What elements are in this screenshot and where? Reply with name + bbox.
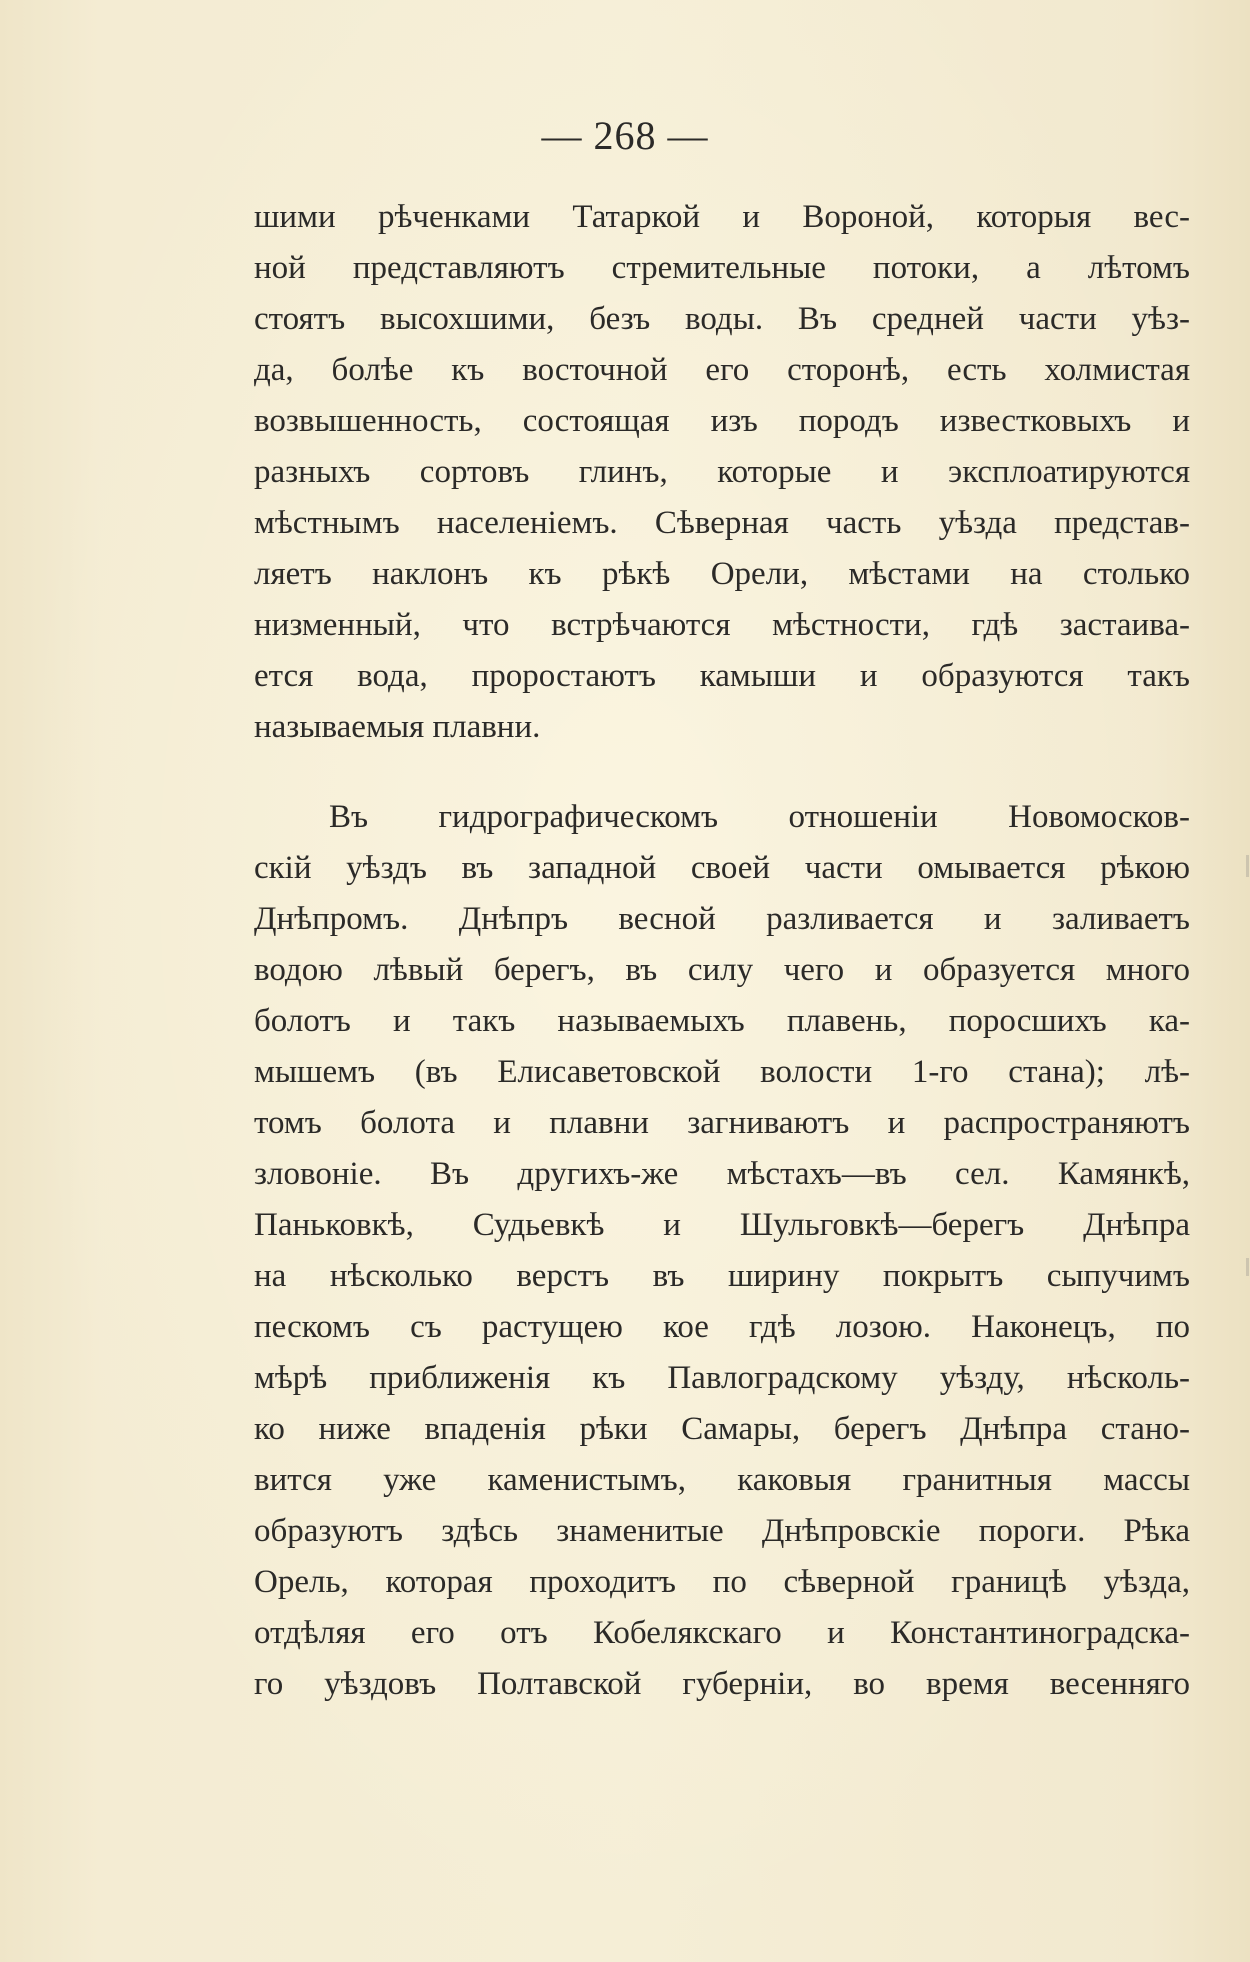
text-line: ляетъ наклонъ къ рѣкѣ Орели, мѣстами на столько xyxy=(254,556,1190,592)
text-line: возвышенность, состоящая изъ породъ известковыхъ и xyxy=(254,403,1190,439)
text-line: Днѣпромъ. Днѣпръ весной разливается и заливаетъ xyxy=(254,901,1190,937)
text-line: Въ гидрографическомъ отношеніи Новомосков- xyxy=(329,799,1190,835)
text-line: да, болѣе къ восточной его сторонѣ, есть холмистая xyxy=(254,352,1190,388)
text-line: на нѣсколько верстъ въ ширину покрытъ сыпучимъ xyxy=(254,1258,1190,1294)
text-line: Орель, которая проходитъ по сѣверной границѣ уѣзда, xyxy=(254,1564,1190,1600)
text-line: мышемъ (въ Елисаветовской волости 1-го стана); лѣ- xyxy=(254,1054,1190,1090)
text-line: низменный, что встрѣчаются мѣстности, гдѣ застаива- xyxy=(254,607,1190,643)
text-line: водою лѣвый берегъ, въ силу чего и образуется много xyxy=(254,952,1190,988)
text-line: скій уѣздъ въ западной своей части омывается рѣкою xyxy=(254,850,1190,886)
paragraph-2 xyxy=(254,792,1190,1710)
paragraph-1 xyxy=(254,192,1190,753)
text-line: отдѣляя его отъ Кобелякскаго и Константиноградска- xyxy=(254,1615,1190,1651)
text-line: томъ болота и плавни загниваютъ и распространяютъ xyxy=(254,1105,1190,1141)
text-line: Паньковкѣ, Судьевкѣ и Шульговкѣ—берегъ Днѣпра xyxy=(254,1207,1190,1243)
text-line: пескомъ съ растущею кое гдѣ лозою. Наконецъ, по xyxy=(254,1309,1190,1345)
page-number: — 268 — xyxy=(541,113,709,158)
scan-edge-mark xyxy=(1246,1258,1249,1276)
text-line: ется вода, проростаютъ камыши и образуются такъ xyxy=(254,658,1190,694)
text-line: стоятъ высохшими, безъ воды. Въ средней части уѣз- xyxy=(254,301,1190,337)
text-line: мѣрѣ приближенія къ Павлоградскому уѣзду, нѣсколь- xyxy=(254,1360,1190,1396)
text-line: го уѣздовъ Полтавской губерніи, во время весенняго xyxy=(254,1666,1190,1702)
scan-edge-mark xyxy=(1246,855,1249,877)
text-line: называемыя плавни. xyxy=(254,709,541,745)
text-line: мѣстнымъ населеніемъ. Сѣверная часть уѣзда представ- xyxy=(254,505,1190,541)
text-line: зловоніе. Въ другихъ-же мѣстахъ—въ сел. Камянкѣ, xyxy=(254,1156,1190,1192)
text-line: ко ниже впаденія рѣки Самары, берегъ Днѣпра стано- xyxy=(254,1411,1190,1447)
body-text xyxy=(254,192,1190,1710)
text-line: болотъ и такъ называемыхъ плавень, поросшихъ ка- xyxy=(254,1003,1190,1039)
text-line: разныхъ сортовъ глинъ, которые и эксплоатируются xyxy=(254,454,1190,490)
text-line: ной представляютъ стремительные потоки, а лѣтомъ xyxy=(254,250,1190,286)
text-line: вится уже каменистымъ, каковыя гранитныя массы xyxy=(254,1462,1190,1498)
text-line: шими рѣченками Татаркой и Вороной, которыя вес- xyxy=(254,199,1190,235)
text-line: образуютъ здѣсь знаменитые Днѣпровскіе пороги. Рѣка xyxy=(254,1513,1190,1549)
